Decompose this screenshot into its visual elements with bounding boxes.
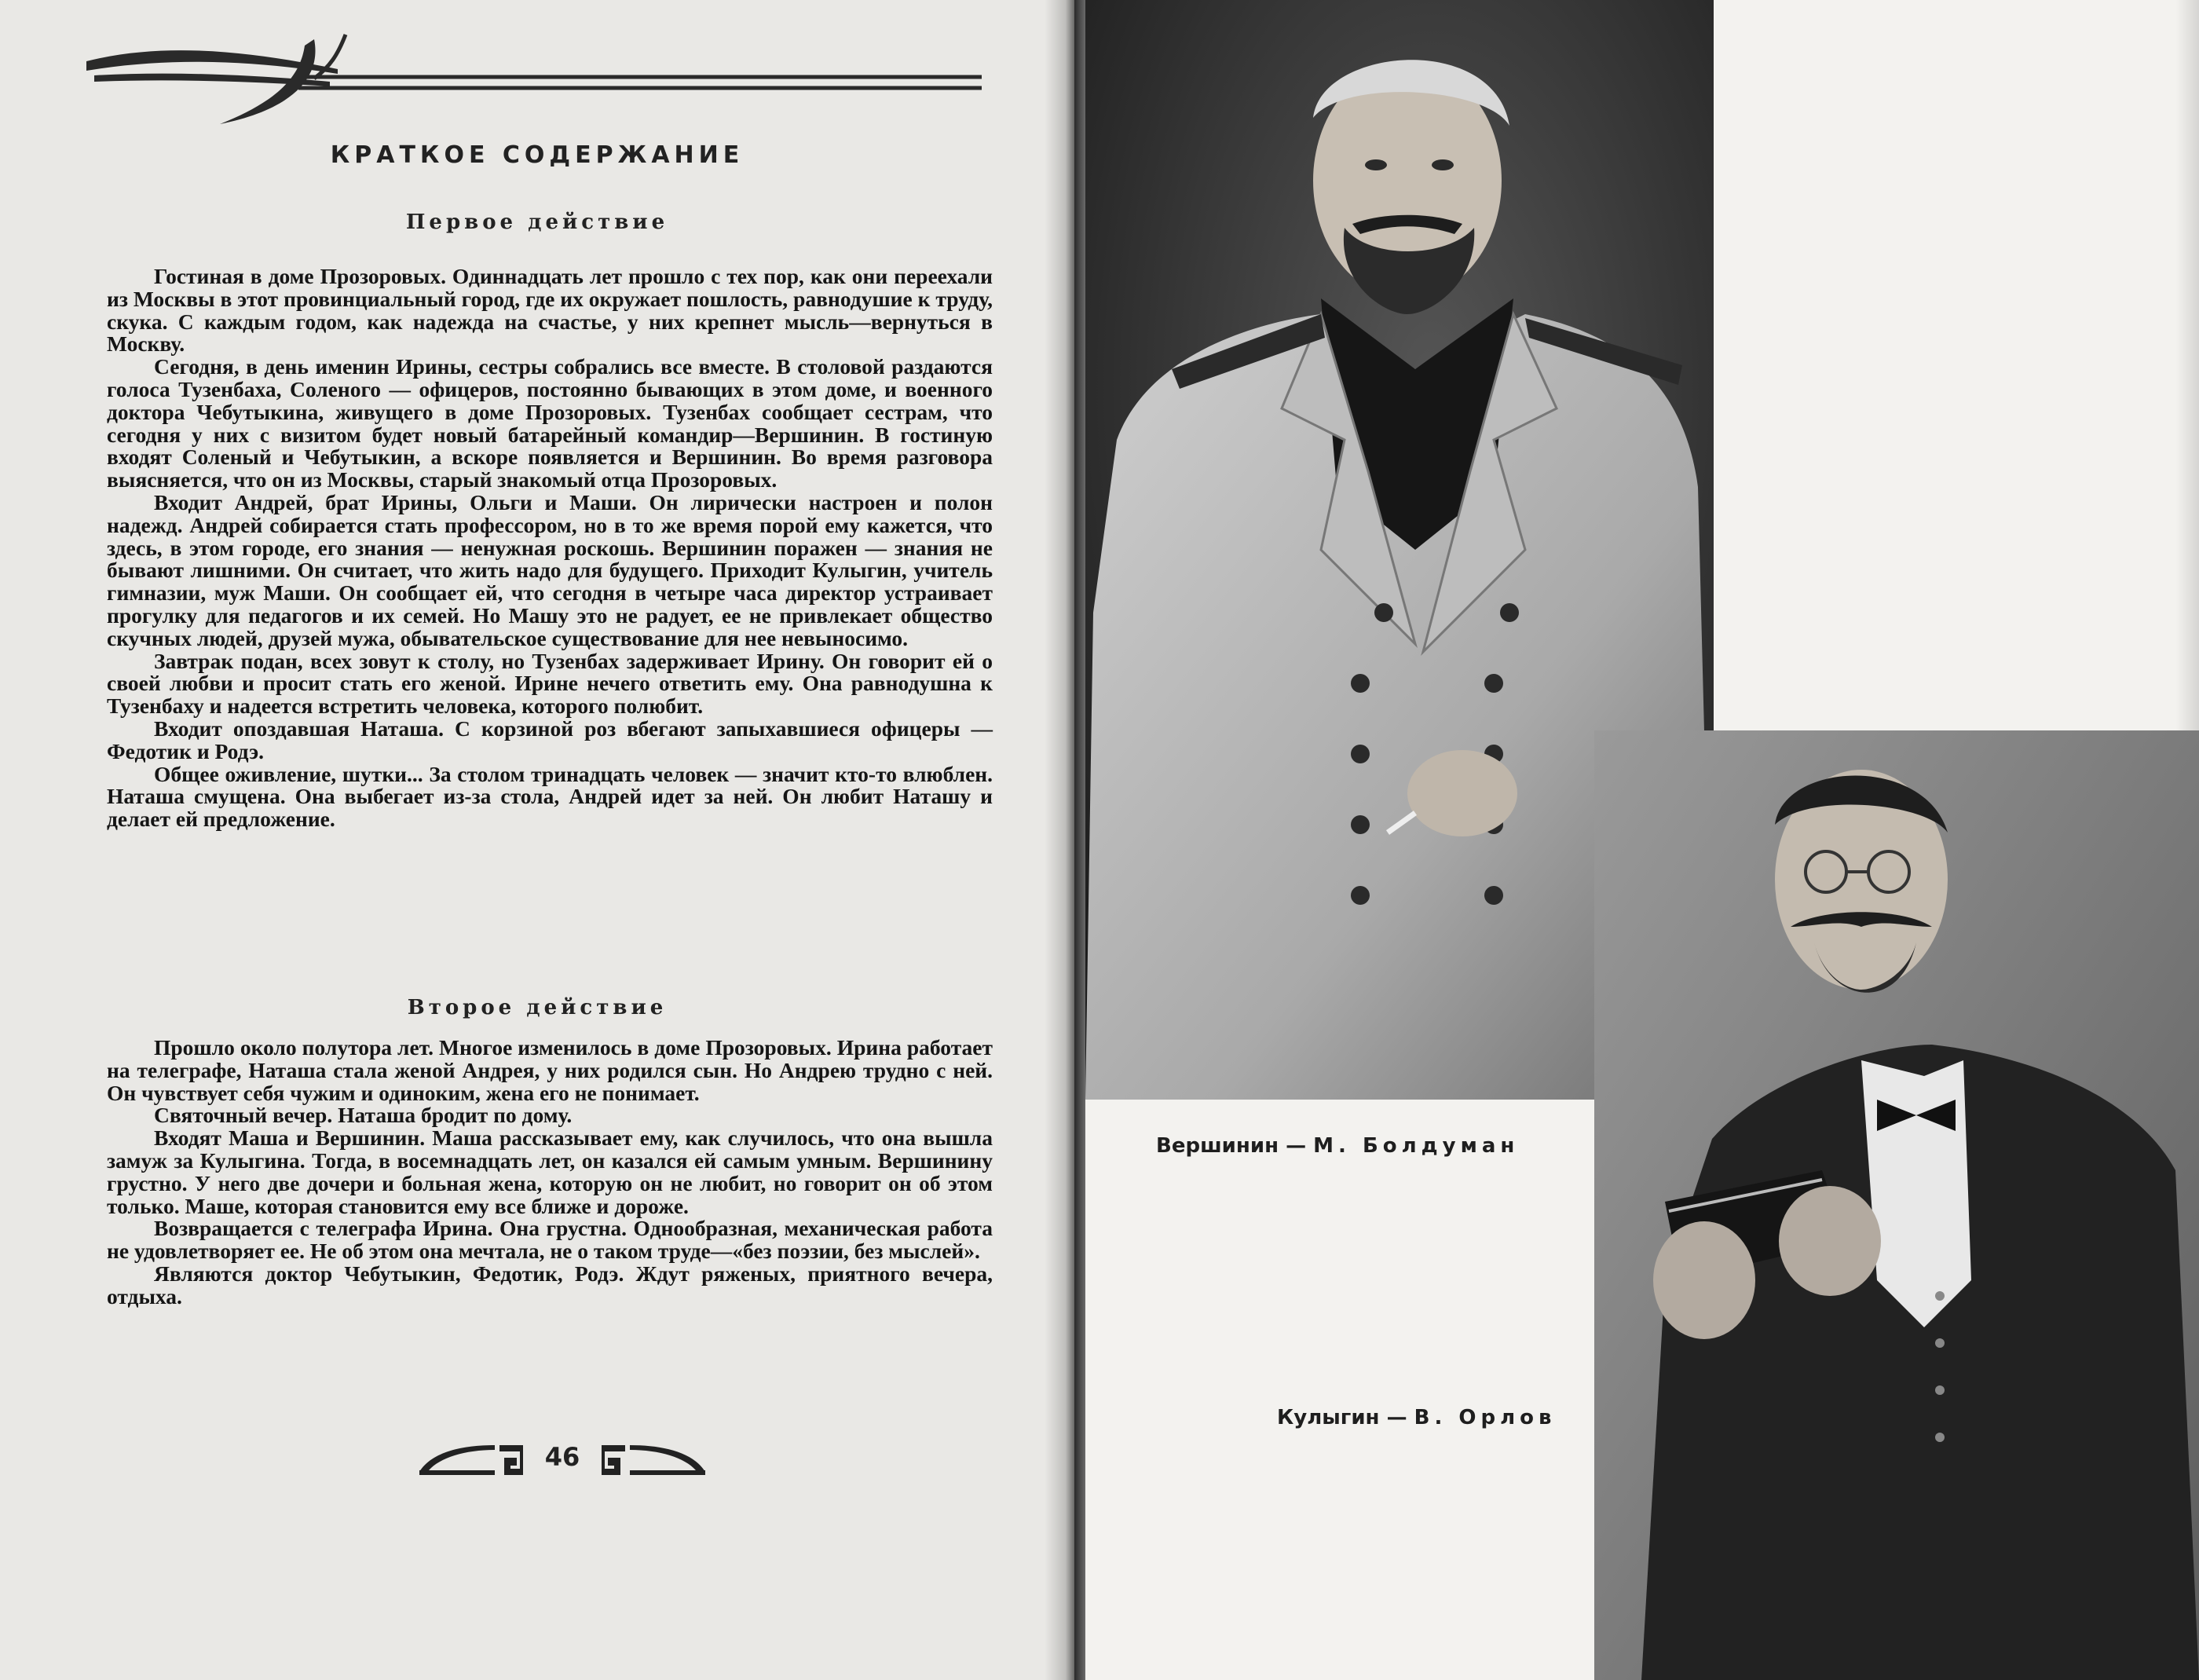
- summary-title: КРАТКОЕ СОДЕРЖАНИЕ: [330, 141, 745, 169]
- header-ornament-icon: [79, 24, 990, 141]
- act1-paragraph: Завтрак подан, всех зовут к столу, но Тузенбах задерживает Ирину. Он говорит ей о своей любви и просит стать его женой. Ирине нечего ответить ему. Она равнодушна к Тузенбаху и надеется встретить человека, которого полюбит.: [107, 648, 993, 719]
- greek-key-left-icon: [416, 1440, 526, 1478]
- act1-paragraph: Входит Андрей, брат Ирины, Ольги и Маши. Он лирически настроен и полон надежд. Андрей собирается стать профессором, но в то же время порой ему кажется, что здесь, в этом городе, его знания — ненужная роскошь. Вершинин поражен — знания не бывают лишними. Он считает, что жить надо для будущего. Приходит Кулыгин, учитель гимназии, муж Маши. Он сообщает ей, что сегодня в четыре часа директор устраивает прогулку для педагогов и их семей. Но Машу это не радует, ее не привлекает общество скучных людей, друзей мужа, обывательское существование для нее невыносимо.: [107, 489, 993, 650]
- greek-key-right-icon: [598, 1440, 708, 1478]
- caption-vershinin: [1156, 1134, 1519, 1158]
- kulygin-photo: [1594, 730, 2199, 1680]
- page-footer: [416, 1436, 707, 1483]
- caption-vershinin-actor: М. Болдуман: [1313, 1134, 1520, 1158]
- left-page: [0, 0, 1074, 1680]
- right-edge-shadow: [2175, 0, 2199, 730]
- page-number: 46: [544, 1442, 580, 1472]
- act1-paragraph: Сегодня, в день именин Ирины, сестры собрались все вместе. В столовой раздаются голоса Тузенбаха, Соленого — офицеров, постоянно бывающих в этом доме, и военного доктора Чебутыкина, живущего в доме Прозоровых. Тузенбах сообщает сестрам, что сегодня у них с визитом будет новый батарейный командир—Вершинин. В гостиную входят Соленый и Чебутыкин, а вскоре появляется и Вершинин. Во время разговора выясняется, что он из Москвы, старый знакомый отца Прозоровых.: [107, 354, 993, 492]
- act2-text: [107, 1037, 993, 1308]
- kulygin-portrait-icon: [1594, 730, 2199, 1680]
- act2-paragraph: Входят Маша и Вершинин. Маша рассказывает ему, как случилось, что она вышла замуж за Кулыгина. Тогда, в восемнадцать лет, он казался ей самым умным. Вершинину грустно. У него две дочери и больная жена, которую он не любит, но говорит он об этом только. Маше, которая становится ему все ближе и дороже.: [107, 1125, 993, 1218]
- act1-paragraph: Общее оживление, шутки... За столом тринадцать человек — значит кто-то влюблен. Наташа смущена. Она выбегает из-за стола, Андрей идет за ней. Он любит Наташу и делает ей предложение.: [107, 761, 993, 832]
- act1-paragraph: Гостиная в доме Прозоровых. Одиннадцать лет прошло с тех пор, как они переехали из Москвы в этот провинциальный город, где их окружает пошлость, равнодушие к труду, скука. С каждым годом, как надежда на счастье, у них крепнет мысль—вернуться в Москву.: [107, 264, 993, 357]
- act2-paragraph: Являются доктор Чебутыкин, Федотик, Родэ. Ждут ряженых, приятного вечера, отдыха.: [107, 1261, 993, 1308]
- act2-paragraph: Возвращается с телеграфа Ирина. Она грустна. Однообразная, механическая работа не удовлетворяет ее. Не об этом она мечтала, не о таком труде—«без поэзии, без мыслей».: [107, 1216, 993, 1264]
- act2-paragraph: Святочный вечер. Наташа бродит по дому.: [154, 1103, 573, 1128]
- act1-paragraph: Входит опоздавшая Наташа. С корзиной роз вбегают запыхавшиеся офицеры — Федотик и Родэ.: [107, 716, 993, 763]
- act1-heading: Первое действие: [405, 210, 669, 234]
- caption-kulygin-actor: В. Орлов: [1414, 1406, 1557, 1429]
- act1-text: [107, 265, 993, 831]
- caption-vershinin-role: Вершинин —: [1156, 1134, 1307, 1158]
- act2-heading: Второе действие: [407, 996, 668, 1019]
- gutter-shadow: [1045, 0, 1074, 1680]
- act2-paragraph: Прошло около полутора лет. Многое изменилось в доме Прозоровых. Ирина работает на телеграфе, Наташа стала женой Андрея, у них родился сын. Но Андрею трудно с ней. Он чувствует себя чужим и одиноким, жена его не понимает.: [107, 1035, 993, 1105]
- caption-kulygin-role: Кулыгин —: [1277, 1406, 1407, 1429]
- spine: [1074, 0, 1085, 1680]
- caption-kulygin: [1277, 1406, 1556, 1429]
